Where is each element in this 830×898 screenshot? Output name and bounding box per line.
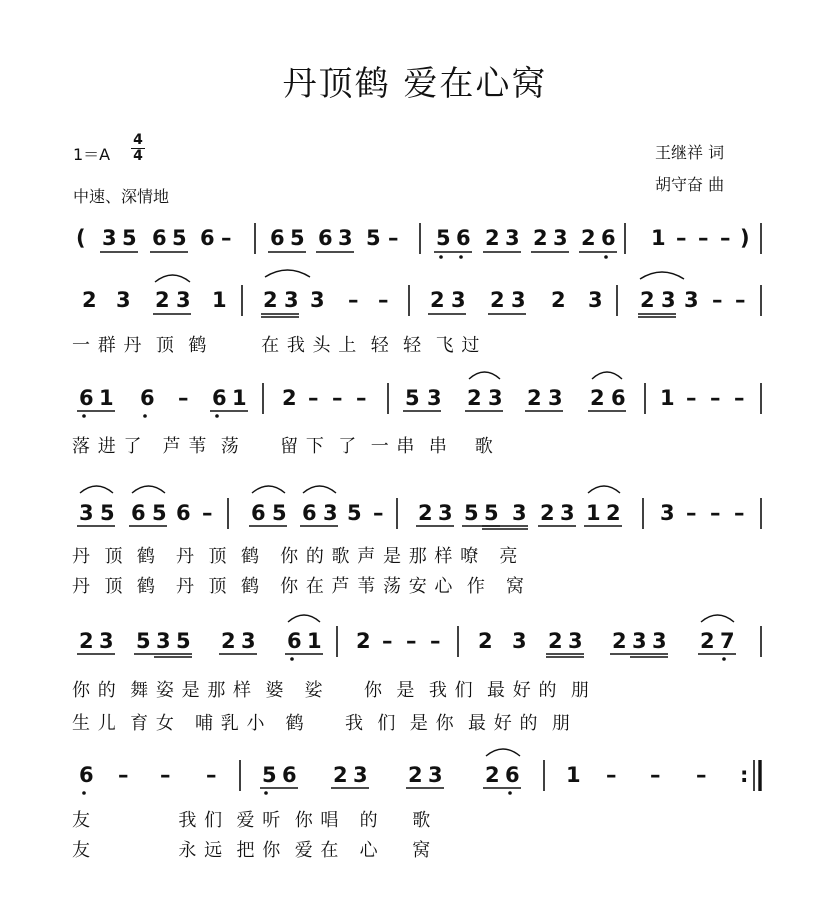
- paren-mark: ): [740, 226, 750, 250]
- note-digit: 3: [102, 226, 117, 250]
- note-digit: 3: [652, 629, 667, 653]
- note-digit: 3: [505, 226, 520, 250]
- note-digit: 5: [272, 501, 287, 525]
- tempo-marking: 中速、深情地: [73, 187, 170, 206]
- note-digit: 3: [338, 226, 353, 250]
- note-digit: 6: [200, 226, 215, 250]
- lyric-line-4b: 丹 顶 鹤 丹 顶 鹤 你 在 芦 苇 荡 安 心 作 窝: [72, 576, 526, 597]
- octave-dot: [82, 414, 86, 418]
- dash-sustain: –: [221, 226, 232, 250]
- note-digit: 5: [172, 226, 187, 250]
- note-digit: 3: [511, 288, 526, 312]
- note-digit: 2: [418, 501, 433, 525]
- note-digit: 2: [263, 288, 278, 312]
- octave-dot: [143, 414, 147, 418]
- dash-sustain: –: [406, 629, 417, 653]
- note-digit: 3: [660, 501, 675, 525]
- note-digit: 3: [488, 386, 503, 410]
- dash-sustain: –: [686, 386, 697, 410]
- dash-sustain: –: [734, 501, 745, 525]
- dash-sustain: –: [676, 226, 687, 250]
- note-digit: 1: [307, 629, 322, 653]
- slur-tie: [640, 272, 684, 279]
- note-digit: 6: [176, 501, 191, 525]
- note-digit: 3: [588, 288, 603, 312]
- note-digit: 5: [484, 501, 499, 525]
- note-digit: 3: [427, 386, 442, 410]
- lyric-line-5a: 你 的 舞 姿 是 那 样 婆 娑 你 是 我 们 最 好 的 朋: [72, 680, 590, 701]
- note-digit: 2: [79, 629, 94, 653]
- dash-sustain: –: [430, 629, 441, 653]
- note-digit: 5: [152, 501, 167, 525]
- paren-mark: (: [76, 226, 86, 250]
- slur-tie: [265, 270, 310, 277]
- note-digit: 6: [140, 386, 155, 410]
- note-digit: 2: [540, 501, 555, 525]
- note-digit: 2: [533, 226, 548, 250]
- note-digit: 2: [467, 386, 482, 410]
- octave-dot: [215, 414, 219, 418]
- octave-dot: [439, 255, 443, 259]
- slur-tie: [701, 615, 734, 622]
- note-digit: 2: [333, 763, 348, 787]
- note-digit: 3: [284, 288, 299, 312]
- octave-dot: [82, 791, 86, 795]
- note-digit: 6: [79, 386, 94, 410]
- note-digit: 3: [116, 288, 131, 312]
- slur-tie: [486, 749, 520, 756]
- dash-sustain: –: [332, 386, 343, 410]
- note-digit: 5: [464, 501, 479, 525]
- dash-sustain: –: [712, 288, 723, 312]
- note-digit: 2: [155, 288, 170, 312]
- note-digit: 6: [152, 226, 167, 250]
- dash-sustain: –: [734, 386, 745, 410]
- note-digit: 3: [560, 501, 575, 525]
- note-digit: 3: [632, 629, 647, 653]
- note-digit: 5: [100, 501, 115, 525]
- octave-dot: [722, 657, 726, 661]
- lyric-line-3: 落 进 了 芦 苇 荡 留 下 了 一 串 串 歌: [72, 436, 494, 457]
- note-digit: 1: [99, 386, 114, 410]
- dash-sustain: –: [650, 763, 661, 787]
- slur-tie: [252, 486, 285, 493]
- note-digit: :: [740, 763, 749, 787]
- note-digit: 1: [566, 763, 581, 787]
- note-digit: 1: [232, 386, 247, 410]
- lyricist-credit: 王继祥 词: [655, 143, 725, 162]
- dash-sustain: –: [606, 763, 617, 787]
- lyric-line-6b: 友 永 远 把 你 爱 在 心 窝: [72, 840, 432, 861]
- dash-sustain: –: [178, 386, 189, 410]
- note-digit: 2: [430, 288, 445, 312]
- octave-dot: [508, 791, 512, 795]
- note-digit: 6: [505, 763, 520, 787]
- note-digit: 6: [601, 226, 616, 250]
- note-digit: 3: [512, 501, 527, 525]
- dash-sustain: –: [710, 501, 721, 525]
- note-digit: 2: [527, 386, 542, 410]
- dash-sustain: –: [382, 629, 393, 653]
- octave-dot: [290, 657, 294, 661]
- note-digit: 3: [428, 763, 443, 787]
- note-digit: 6: [270, 226, 285, 250]
- dash-sustain: –: [378, 288, 389, 312]
- note-digit: 6: [212, 386, 227, 410]
- note-digit: 3: [310, 288, 325, 312]
- note-digit: 5: [262, 763, 277, 787]
- note-digit: 2: [551, 288, 566, 312]
- dash-sustain: –: [686, 501, 697, 525]
- note-digit: 2: [485, 763, 500, 787]
- note-digit: 6: [456, 226, 471, 250]
- song-title: 丹顶鹤 爱在心窝: [282, 64, 548, 104]
- note-digit: 3: [438, 501, 453, 525]
- note-digit: 3: [553, 226, 568, 250]
- dash-sustain: –: [202, 501, 213, 525]
- slur-tie: [592, 372, 622, 379]
- note-digit: 3: [156, 629, 171, 653]
- slur-tie: [155, 275, 190, 282]
- dash-sustain: –: [735, 288, 746, 312]
- dash-sustain: –: [720, 226, 731, 250]
- note-digit: 3: [512, 629, 527, 653]
- note-digit: 6: [287, 629, 302, 653]
- note-digit: 3: [661, 288, 676, 312]
- note-digit: 1: [212, 288, 227, 312]
- dash-sustain: –: [388, 226, 399, 250]
- dash-sustain: –: [348, 288, 359, 312]
- dash-sustain: –: [356, 386, 367, 410]
- note-digit: 5: [122, 226, 137, 250]
- note-digit: 5: [290, 226, 305, 250]
- note-digit: 2: [581, 226, 596, 250]
- slur-tie: [588, 486, 620, 493]
- note-digit: 1: [660, 386, 675, 410]
- note-digit: 6: [282, 763, 297, 787]
- slur-tie: [303, 486, 336, 493]
- note-digit: 2: [548, 629, 563, 653]
- note-digit: 6: [79, 763, 94, 787]
- dash-sustain: –: [160, 763, 171, 787]
- note-digit: 3: [323, 501, 338, 525]
- note-digit: 6: [611, 386, 626, 410]
- note-digit: 2: [612, 629, 627, 653]
- note-digit: 1: [586, 501, 601, 525]
- octave-dot: [264, 791, 268, 795]
- note-digit: 5: [136, 629, 151, 653]
- note-digit: 2: [640, 288, 655, 312]
- time-signature-bottom: 4: [131, 148, 145, 164]
- note-digit: 5: [347, 501, 362, 525]
- note-digit: 5: [405, 386, 420, 410]
- note-digit: 7: [720, 629, 735, 653]
- note-digit: 6: [318, 226, 333, 250]
- slur-tie: [80, 486, 113, 493]
- note-digit: 3: [79, 501, 94, 525]
- note-digit: 2: [590, 386, 605, 410]
- lyric-line-4a: 丹 顶 鹤 丹 顶 鹤 你 的 歌 声 是 那 样 嘹 亮: [72, 546, 519, 567]
- note-digit: 3: [451, 288, 466, 312]
- note-digit: 2: [606, 501, 621, 525]
- note-digit: 5: [176, 629, 191, 653]
- note-digit: 6: [131, 501, 146, 525]
- dash-sustain: –: [308, 386, 319, 410]
- note-digit: 2: [490, 288, 505, 312]
- note-digit: 2: [700, 629, 715, 653]
- octave-dot: [604, 255, 608, 259]
- note-digit: 5: [436, 226, 451, 250]
- dash-sustain: –: [206, 763, 217, 787]
- note-digit: 2: [282, 386, 297, 410]
- note-digit: 3: [99, 629, 114, 653]
- note-digit: 3: [176, 288, 191, 312]
- slur-tie: [132, 486, 165, 493]
- note-digit: 2: [485, 226, 500, 250]
- composer-credit: 胡守奋 曲: [655, 175, 725, 194]
- note-digit: 5: [366, 226, 381, 250]
- dash-sustain: –: [118, 763, 129, 787]
- note-digit: 3: [684, 288, 699, 312]
- note-digit: 2: [221, 629, 236, 653]
- slur-tie: [469, 372, 500, 379]
- note-digit: 3: [568, 629, 583, 653]
- note-digit: 1: [651, 226, 666, 250]
- note-digit: 3: [548, 386, 563, 410]
- dash-sustain: –: [373, 501, 384, 525]
- dash-sustain: –: [698, 226, 709, 250]
- note-digit: 3: [353, 763, 368, 787]
- note-digit: 6: [302, 501, 317, 525]
- note-digit: 2: [478, 629, 493, 653]
- time-signature-top: 4: [133, 132, 143, 148]
- note-digit: 2: [82, 288, 97, 312]
- note-digit: 3: [241, 629, 256, 653]
- note-digit: 6: [251, 501, 266, 525]
- key-label: 1＝A: [73, 145, 111, 164]
- note-digit: 2: [356, 629, 371, 653]
- octave-dot: [459, 255, 463, 259]
- lyric-line-6a: 友 我 们 爱 听 你 唱 的 歌: [72, 810, 432, 831]
- dash-sustain: –: [710, 386, 721, 410]
- dash-sustain: –: [696, 763, 707, 787]
- lyric-line-2: 一 群 丹 顶 鹤 在 我 头 上 轻 轻 飞 过: [72, 335, 481, 356]
- lyric-line-5b: 生 儿 育 女 哺 乳 小 鹤 我 们 是 你 最 好 的 朋: [72, 713, 571, 734]
- slur-tie: [288, 615, 320, 622]
- note-digit: 2: [408, 763, 423, 787]
